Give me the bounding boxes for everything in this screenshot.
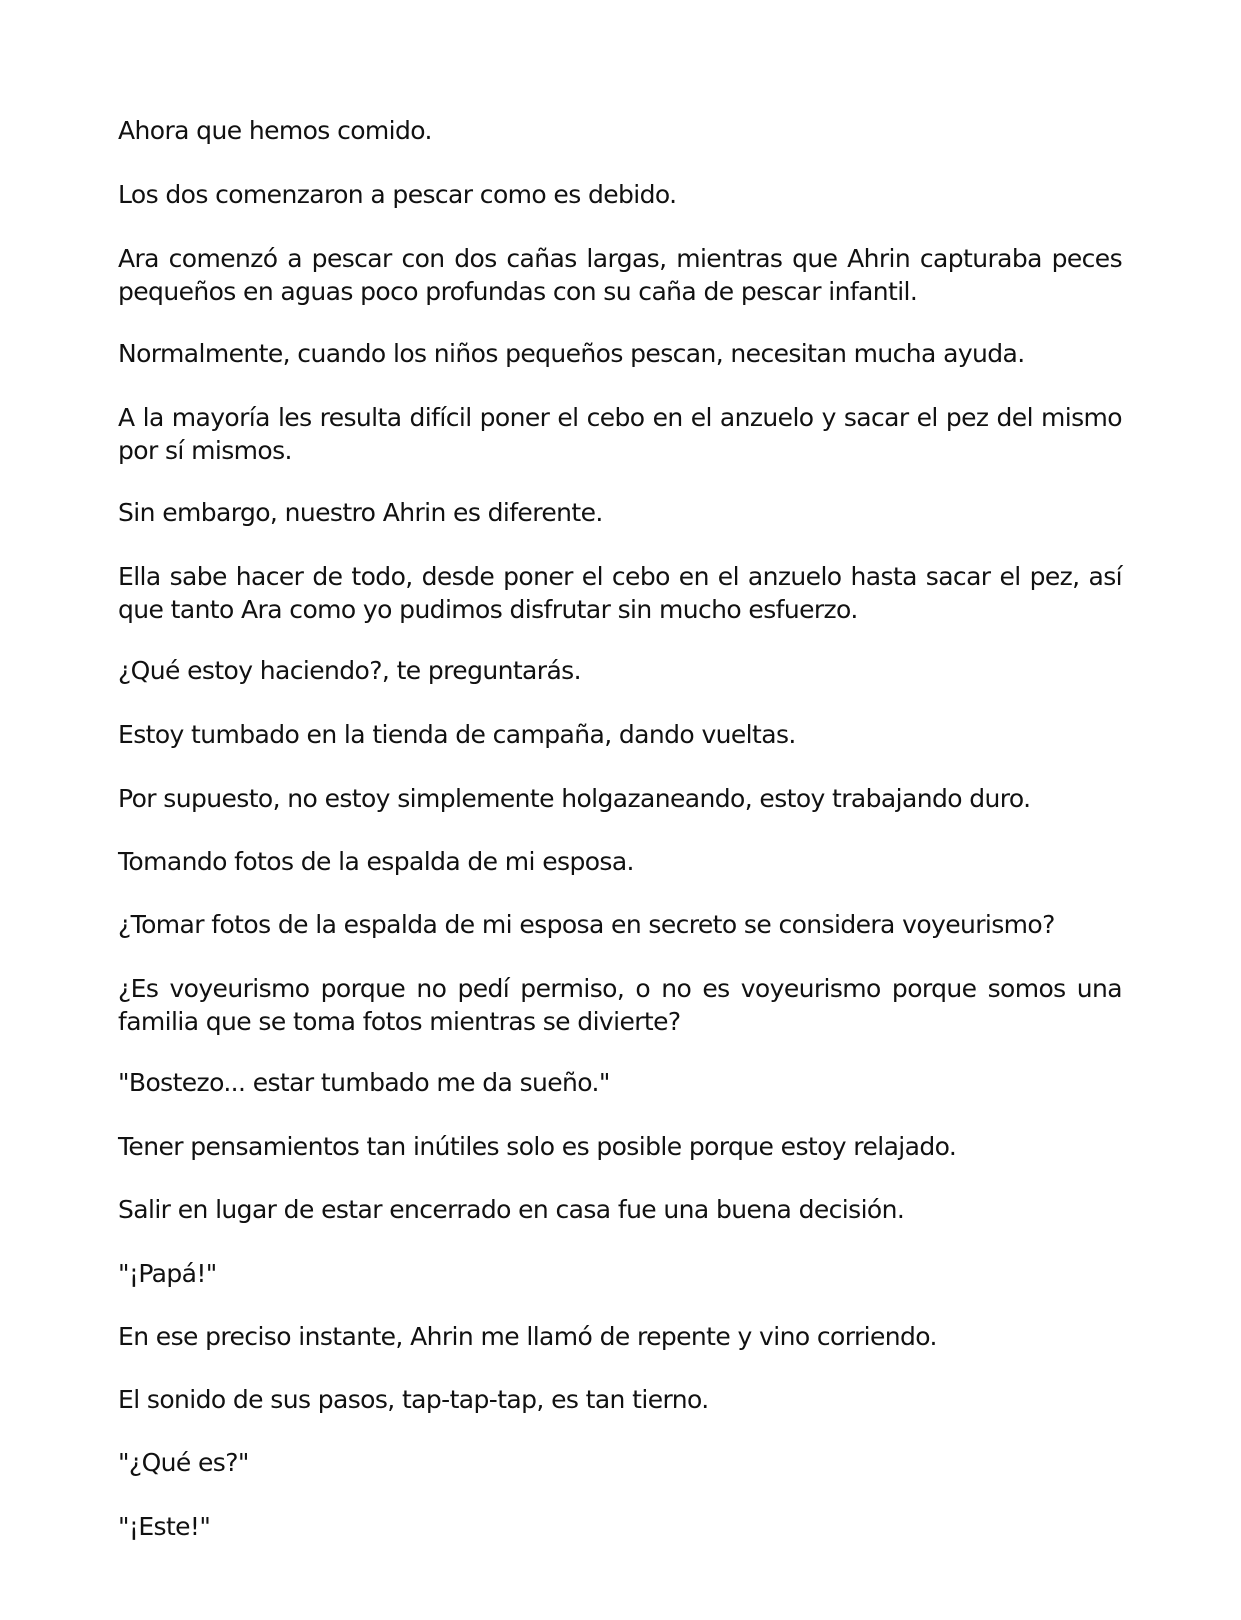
paragraph: Sin embargo, nuestro Ahrin es diferente. <box>118 498 603 527</box>
paragraph: El sonido de sus pasos, tap-tap-tap, es tan tierno. <box>118 1385 709 1414</box>
paragraph: "Bostezo... estar tumbado me da sueño." <box>118 1068 610 1097</box>
paragraph: "¿Qué es?" <box>118 1448 249 1477</box>
paragraph: Tomando fotos de la espalda de mi esposa. <box>118 847 634 876</box>
paragraph: Salir en lugar de estar encerrado en casa fue una buena decisión. <box>118 1195 905 1224</box>
paragraph: Estoy tumbado en la tienda de campaña, dando vueltas. <box>118 720 796 749</box>
paragraph: Por supuesto, no estoy simplemente holgazaneando, estoy trabajando duro. <box>118 784 1031 813</box>
paragraph: Ahora que hemos comido. <box>118 116 432 145</box>
paragraph: Ella sabe hacer de todo, desde poner el cebo en el anzuelo hasta sacar el pez, así que tanto Ara como yo pudimos disfrutar sin mucho esfuerzo. <box>118 562 1122 624</box>
paragraph: Los dos comenzaron a pescar como es debido. <box>118 180 677 209</box>
paragraph: Tener pensamientos tan inútiles solo es posible porque estoy relajado. <box>118 1132 957 1161</box>
paragraph: ¿Qué estoy haciendo?, te preguntarás. <box>118 656 581 685</box>
paragraph: En ese preciso instante, Ahrin me llamó de repente y vino corriendo. <box>118 1322 937 1351</box>
paragraph: Ara comenzó a pescar con dos cañas largas, mientras que Ahrin capturaba peces pequeños en aguas poco profundas con su caña de pescar infantil. <box>118 244 1122 306</box>
paragraph: Normalmente, cuando los niños pequeños pescan, necesitan mucha ayuda. <box>118 339 1025 368</box>
paragraph: "¡Este!" <box>118 1512 211 1541</box>
paragraph: A la mayoría les resulta difícil poner el cebo en el anzuelo y sacar el pez del mismo por sí mismos. <box>118 403 1122 465</box>
paragraph: ¿Tomar fotos de la espalda de mi esposa en secreto se considera voyeurismo? <box>118 910 1055 939</box>
paragraph: ¿Es voyeurismo porque no pedí permiso, o no es voyeurismo porque somos una familia que se toma fotos mientras se divierte? <box>118 974 1122 1036</box>
paragraph: "¡Papá!" <box>118 1259 217 1288</box>
